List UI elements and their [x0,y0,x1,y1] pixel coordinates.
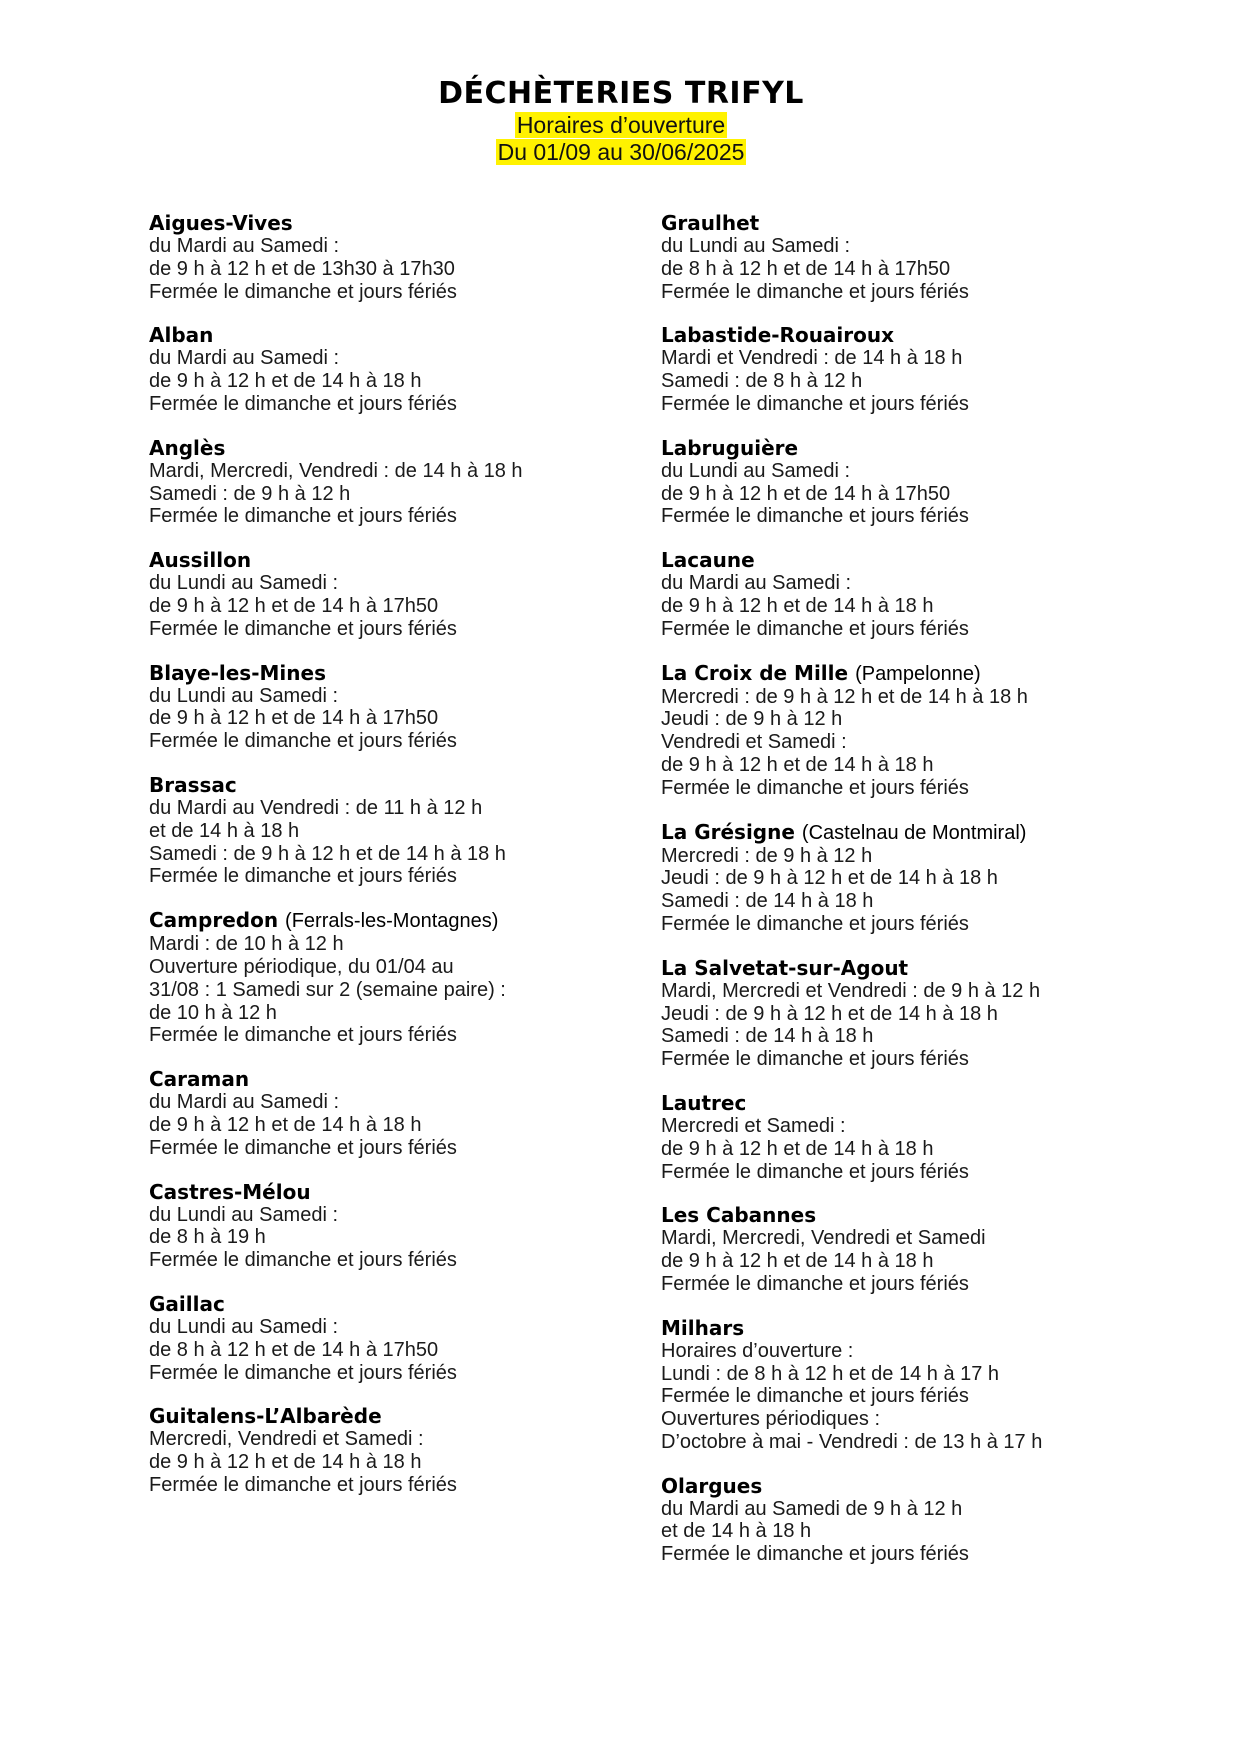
schedule-line: Fermée le dimanche et jours fériés [661,1160,969,1183]
schedule-line: de 8 h à 12 h et de 14 h à 17h50 [149,1338,439,1361]
schedule-line: Fermée le dimanche et jours fériés [661,392,969,415]
facility-entry [149,1292,619,1384]
schedule-line: Mardi, Mercredi, Vendredi : de 14 h à 18 h [149,459,523,482]
facility-name-text: Campredon [149,908,279,933]
facility-name [661,548,1131,572]
schedule-line: D’octobre à mai - Vendredi : de 13 h à 17 h [661,1430,1043,1453]
schedule-line: et de 14 h à 18 h [149,819,300,842]
facility-entry [661,323,1131,415]
schedule-line: de 9 h à 12 h et de 14 h à 17h50 [661,482,951,505]
facility-entry [149,548,619,640]
facility-name [149,1180,619,1204]
schedule-line: de 9 h à 12 h et de 14 h à 18 h [149,1113,422,1136]
facility-name-text: Gaillac [149,1291,225,1316]
schedule-line: Jeudi : de 9 h à 12 h et de 14 h à 18 h [661,1002,998,1025]
facility-name-text: Anglès [149,435,226,460]
schedule-line: Samedi : de 14 h à 18 h [661,890,874,913]
facility-name-text: Labastide-Rouairoux [661,323,895,348]
facility-name [661,956,1131,980]
facility-name [661,436,1131,460]
facility-name-text: Labruguière [661,435,799,460]
facility-name [661,323,1131,347]
schedule-line: Lundi : de 8 h à 12 h et de 14 h à 17 h [661,1362,1000,1385]
facility-name [661,820,1131,845]
schedule-line: Ouvertures périodiques : [661,1408,881,1431]
facility-name [661,211,1131,235]
facility-name [149,436,619,460]
schedule-line: Mercredi et Samedi : [661,1114,846,1137]
schedule-line: du Mardi au Samedi : [149,1091,340,1114]
facility-location: (Ferrals-les-Montagnes) [285,910,499,933]
schedule-line: de 8 h à 19 h [149,1226,266,1249]
facility-entry [661,1316,1131,1454]
right-column [661,211,1131,1566]
facility-name-text: Blaye-les-Mines [149,660,326,685]
schedule-line: du Lundi au Samedi : [149,572,339,595]
facility-entry [149,1404,619,1496]
schedule-line: Fermée le dimanche et jours fériés [661,1048,969,1071]
facility-entry [661,548,1131,640]
schedule-line: du Mardi au Samedi de 9 h à 12 h [661,1497,963,1520]
schedule-line: Fermée le dimanche et jours fériés [149,280,457,303]
schedule-line: Fermée le dimanche et jours fériés [149,392,457,415]
facility-name-text: Brassac [149,772,237,797]
schedule-line: de 9 h à 12 h et de 14 h à 17h50 [149,594,439,617]
schedule-line: Fermée le dimanche et jours fériés [149,505,457,528]
schedule-line: du Lundi au Samedi : [149,1203,339,1226]
schedule-line: Fermée le dimanche et jours fériés [661,505,969,528]
schedule-line: Mercredi, Vendredi et Samedi : [149,1428,424,1451]
schedule-line: 31/08 : 1 Samedi sur 2 (semaine paire) : [149,978,506,1001]
schedule-line: Fermée le dimanche et jours fériés [661,912,969,935]
schedule-line: de 9 h à 12 h et de 14 h à 17h50 [149,707,439,730]
schedule-line: de 9 h à 12 h et de 13h30 à 17h30 [149,257,455,280]
schedule-line: Fermée le dimanche et jours fériés [661,776,969,799]
facility-name [149,1404,619,1428]
facility-name [661,1091,1131,1115]
facility-entry [149,436,619,528]
schedule-line: Samedi : de 9 h à 12 h [149,482,351,505]
schedule-line: Vendredi et Samedi : [661,731,847,754]
schedule-line: de 9 h à 12 h et de 14 h à 18 h [661,753,934,776]
facility-name [661,1203,1131,1227]
schedule-line: du Mardi au Samedi : [149,347,340,370]
facility-name [661,661,1131,686]
facility-name-text: Graulhet [661,211,760,235]
facility-entry [149,773,619,888]
subtitle-hours [0,112,1242,139]
schedule-line: du Lundi au Samedi : [661,235,851,257]
schedule-line: Horaires d’ouverture : [661,1339,854,1362]
schedule-line: de 10 h à 12 h [149,1001,277,1024]
facility-name [149,1292,619,1316]
facility-entry [149,323,619,415]
facility-entry [149,661,619,753]
facility-entry [661,956,1131,1071]
schedule-line: Fermée le dimanche et jours fériés [149,865,457,888]
schedule-line: Mardi : de 10 h à 12 h [149,933,344,956]
schedule-line: du Mardi au Samedi : [149,235,340,257]
schedule-line: Mardi et Vendredi : de 14 h à 18 h [661,347,963,370]
subtitle-period-text: Du 01/09 au 30/06/2025 [497,139,745,165]
facility-name-text: La Croix de Mille [661,660,849,685]
schedule-line: de 9 h à 12 h et de 14 h à 18 h [661,1137,934,1160]
schedule-line: Fermée le dimanche et jours fériés [661,1385,969,1408]
left-column [149,211,619,1497]
facility-name-text: Milhars [661,1315,745,1340]
schedule-line: Fermée le dimanche et jours fériés [149,1136,457,1159]
schedule-line: Fermée le dimanche et jours fériés [149,617,457,640]
subtitle-hours-text: Horaires d’ouverture [516,112,726,138]
facility-name-text: Olargues [661,1473,763,1498]
facility-entry [149,1180,619,1272]
schedule-line: Fermée le dimanche et jours fériés [149,1024,457,1047]
facility-entry [661,1474,1131,1566]
schedule-line: Mercredi : de 9 h à 12 h et de 14 h à 18 h [661,685,1028,708]
facility-entry [661,661,1131,800]
facility-name [149,661,619,685]
schedule-line: Samedi : de 9 h à 12 h et de 14 h à 18 h [149,842,506,865]
schedule-line: Fermée le dimanche et jours fériés [149,1473,457,1496]
schedule-line: Fermée le dimanche et jours fériés [661,1543,969,1566]
facility-name [149,548,619,572]
schedule-line: du Lundi au Samedi : [149,684,339,707]
facility-name-text: Lacaune [661,548,755,573]
schedule-line: du Mardi au Samedi : [661,572,852,595]
facility-name-text: La Grésigne [661,819,795,844]
facility-name-text: La Salvetat-sur-Agout [661,955,909,980]
schedule-line: Samedi : de 14 h à 18 h [661,1025,874,1048]
schedule-line: Jeudi : de 9 h à 12 h [661,708,843,731]
facility-name-text: Aussillon [149,548,252,573]
schedule-line: Fermée le dimanche et jours fériés [661,617,969,640]
facility-name [149,323,619,347]
facility-name [149,211,619,235]
schedule-line: Mardi, Mercredi, Vendredi et Samedi [661,1227,986,1250]
facility-name [661,1316,1131,1340]
facility-name-text: Aigues-Vives [149,211,293,235]
schedule-line: de 8 h à 12 h et de 14 h à 17h50 [661,257,951,280]
schedule-line: Fermée le dimanche et jours fériés [149,730,457,753]
facility-entry [149,908,619,1047]
facility-name [149,908,619,933]
facility-entry [661,820,1131,936]
schedule-line: Fermée le dimanche et jours fériés [661,1272,969,1295]
schedule-line: de 9 h à 12 h et de 14 h à 18 h [149,1451,422,1474]
facility-entry [661,436,1131,528]
schedule-line: Mercredi : de 9 h à 12 h [661,844,873,867]
schedule-line: de 9 h à 12 h et de 14 h à 18 h [661,594,934,617]
facility-name-text: Guitalens-L’Albarède [149,1404,382,1429]
facility-name [149,1067,619,1091]
facility-name [661,1474,1131,1498]
facility-name-text: Caraman [149,1067,250,1092]
schedule-line: Mardi, Mercredi et Vendredi : de 9 h à 12 h [661,979,1041,1002]
schedule-line: du Lundi au Samedi : [149,1315,339,1338]
schedule-line: Jeudi : de 9 h à 12 h et de 14 h à 18 h [661,867,998,890]
facility-entry [661,1091,1131,1183]
facility-entry [661,1203,1131,1295]
schedule-line: de 9 h à 12 h et de 14 h à 18 h [149,370,422,393]
schedule-line: du Lundi au Samedi : [661,459,851,482]
header [0,76,1242,166]
facility-location: (Castelnau de Montmiral) [801,821,1027,844]
facility-entry [149,211,619,303]
schedule-line: Fermée le dimanche et jours fériés [149,1249,457,1272]
page-title: DÉCHÈTERIES TRIFYL [438,76,804,111]
facility-name-text: Les Cabannes [661,1203,817,1228]
schedule-line: de 9 h à 12 h et de 14 h à 18 h [661,1250,934,1273]
facility-location: (Pampelonne) [855,662,981,685]
schedule-line: du Mardi au Vendredi : de 11 h à 12 h [149,796,483,819]
schedule-line: Ouverture périodique, du 01/04 au [149,955,454,978]
schedule-line: Fermée le dimanche et jours fériés [661,280,969,303]
schedule-line: Fermée le dimanche et jours fériés [149,1361,457,1384]
facility-name-text: Lautrec [661,1090,747,1115]
schedule-line: Samedi : de 8 h à 12 h [661,370,863,393]
facility-name [149,773,619,797]
schedule-line: et de 14 h à 18 h [661,1520,812,1543]
facility-entry [149,1067,619,1159]
subtitle-period [0,139,1242,166]
facility-entry [661,211,1131,303]
facility-name-text: Alban [149,323,214,348]
facility-name-text: Castres-Mélou [149,1179,311,1204]
